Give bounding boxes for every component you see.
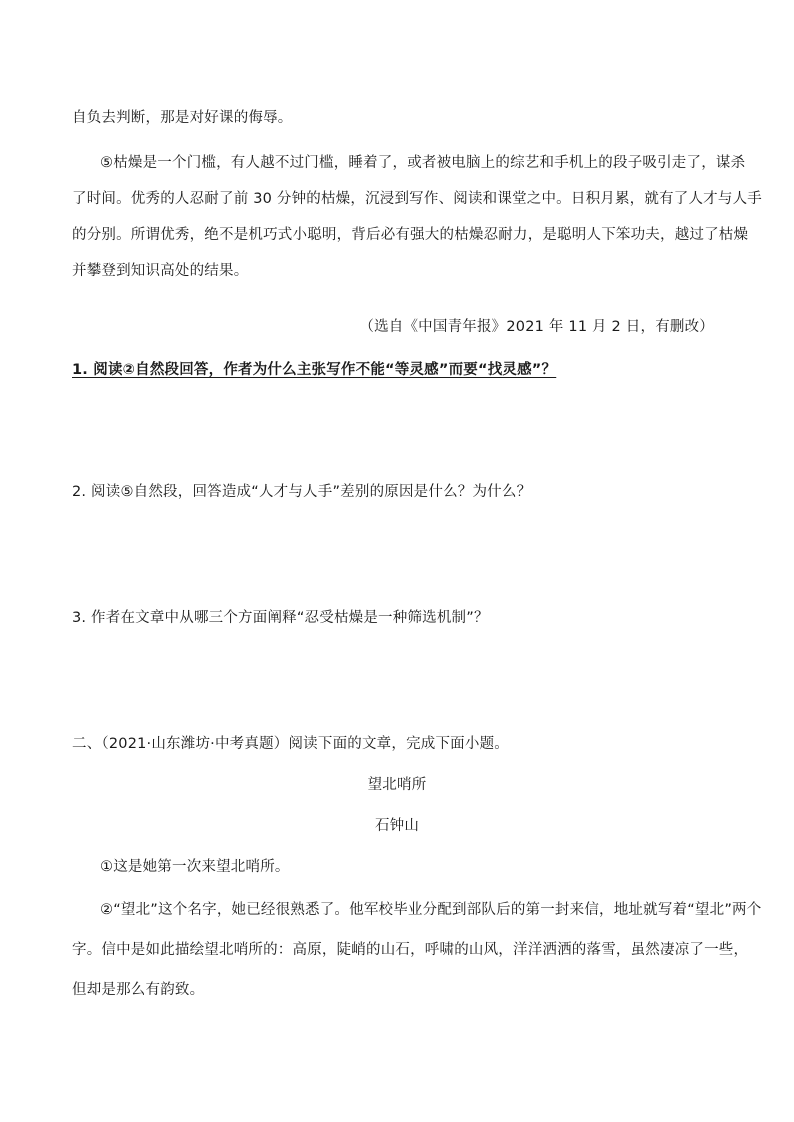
article-paragraph-2-line-3: 但却是那么有韵致。 [72,982,205,998]
paragraph-5-line-2: 了时间。优秀的人忍耐了前 30 分钟的枯燥，沉浸到写作、阅读和课堂之中。日积月累，就有了人才与人手 [72,191,762,207]
question-2: 2. 阅读⑤自然段，回答造成“人才与人手”差别的原因是什么？为什么？ [72,484,532,500]
paragraph-5-line-4: 并攀登到知识高处的结果。 [72,263,249,279]
article-paragraph-1: ①这是她第一次来望北哨所。 [100,859,290,875]
article-paragraph-2-line-1: ②“望北”这个名字，她已经很熟悉了。他军校毕业分配到部队后的第一封来信，地址就写着“望北”两个 [100,902,762,918]
article-title: 望北哨所 [367,777,427,793]
paragraph-4-tail: 自负去判断，那是对好课的侮辱。 [72,110,293,126]
section-2-header: 二、（2021·山东潍坊·中考真题）阅读下面的文章，完成下面小题。 [72,736,509,752]
article-paragraph-2-line-2: 字。信中是如此描绘望北哨所的：高原，陡峭的山石，呼啸的山风，洋洋洒洒的落雪，虽然凄凉了一些， [72,942,749,958]
paragraph-5-line-1: ⑤枯燥是一个门槛，有人越不过门槛，睡着了，或者被电脑上的综艺和手机上的段子吸引走了，谋杀 [100,155,746,171]
paragraph-5-line-3: 的分别。所谓优秀，绝不是机巧式小聪明，背后必有强大的枯燥忍耐力，是聪明人下笨功夫，越过了枯燥 [72,227,749,243]
article-author: 石钟山 [374,818,420,834]
question-1: 1. 阅读②自然段回答，作者为什么主张写作不能“等灵感”而要“找灵感”？ [72,362,557,378]
source-citation: （选自《中国青年报》2021 年 11 月 2 日，有删改） [359,319,714,335]
question-3: 3. 作者在文章中从哪三个方面阐释“忍受枯燥是一种筛选机制”？ [72,610,489,626]
